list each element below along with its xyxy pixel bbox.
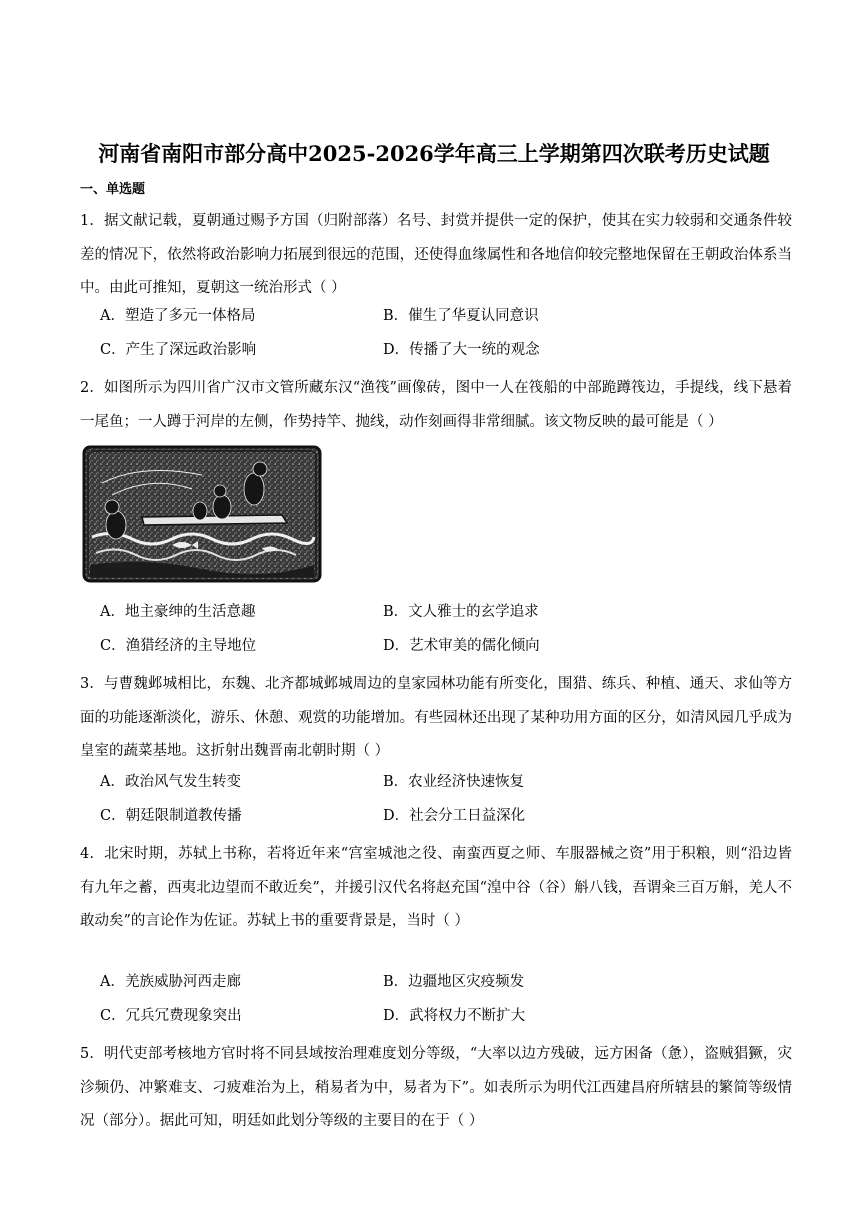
question-5-stem: 5．明代吏部考核地方官时将不同县域按治理难度划分等级，“大率以边方残破，远方困备（惫），盗贼猖獗，灾沴频仍、冲繁难支、刁疲难治为上，稍易者为中，易者为下”。如表所示为明代江西建昌府所辖县的繁简等级情况（部分）。据此可知，明廷如此划分等级的主要目的在于（ ）	[80, 1046, 792, 1129]
question-1-option-d[interactable]: D．传播了大一统的观念	[383, 342, 540, 358]
question-4-option-c[interactable]: C．冗兵冗费现象突出	[100, 1008, 242, 1024]
question-4-option-a[interactable]: A．羌族威胁河西走廊	[100, 974, 241, 990]
question-3-stem: 3．与曹魏邺城相比，东魏、北齐都城邺城周边的皇家园林功能有所变化，围猎、练兵、种植、通天、求仙等方面的功能逐渐淡化，游乐、休憩、观赏的功能增加。有些园林还出现了某种功用方面的区分，如清风园几乎成为皇室的蔬菜基地。这折射出魏晋南北朝时期（ ）	[80, 676, 792, 759]
section-heading: 一、单选题	[80, 182, 146, 197]
question-2-stem: 2．如图所示为四川省广汉市文管所藏东汉“渔筏”画像砖，图中一人在筏船的中部跪蹲筏边，手提线，线下悬着一尾鱼；一人蹲于河岸的左侧，作势持竿、抛线，动作刻画得非常细腻。该文物反映的最可能是（ ）	[80, 380, 792, 430]
question-1-stem: 1．据文献记载，夏朝通过赐予方国（归附部落）名号、封赏并提供一定的保护，使其在实力较弱和交通条件较差的情况下，依然将政治影响力拓展到很远的范围，还使得血缘属性和各地信仰较完整地保留在王朝政治体系当中。由此可推知，夏朝这一统治形式（ ）	[80, 213, 792, 296]
question-2-option-d[interactable]: D．艺术审美的儒化倾向	[383, 638, 540, 654]
question-3-option-b[interactable]: B．农业经济快速恢复	[383, 774, 525, 790]
question-3-option-d[interactable]: D．社会分工日益深化	[383, 808, 526, 824]
question-1-option-c[interactable]: C．产生了深远政治影响	[100, 342, 257, 358]
question-4-stem: 4．北宋时期，苏轼上书称，若将近年来“宫室城池之役、南蛮西夏之师、车服器械之资”用于积粮，则“沿边皆有九年之蓄，西夷北边望而不敢近矣”，并援引汉代名将赵充国“湟中谷（谷）斛八钱，吾谓籴三百万斛，羌人不敢动矣”的言论作为佐证。苏轼上书的重要背景是，当时（ ）	[80, 846, 792, 929]
question-1-option-a[interactable]: A．塑造了多元一体格局	[100, 308, 256, 324]
page-title: 河南省南阳市部分高中2025-2026学年高三上学期第四次联考历史试题	[98, 141, 770, 166]
question-4-option-d[interactable]: D．武将权力不断扩大	[383, 1008, 526, 1024]
question-3-option-c[interactable]: C．朝廷限制道教传播	[100, 808, 242, 824]
fishing-raft-brick-rubbing-image	[82, 445, 322, 583]
question-1-option-b[interactable]: B．催生了华夏认同意识	[383, 308, 539, 324]
question-3-option-a[interactable]: A．政治风气发生转变	[100, 774, 241, 790]
question-2-option-c[interactable]: C．渔猎经济的主导地位	[100, 638, 257, 654]
question-2-option-b[interactable]: B．文人雅士的玄学追求	[383, 604, 539, 620]
question-4-option-b[interactable]: B．边疆地区灾疫频发	[383, 974, 525, 990]
question-2-option-a[interactable]: A．地主豪绅的生活意趣	[100, 604, 256, 620]
